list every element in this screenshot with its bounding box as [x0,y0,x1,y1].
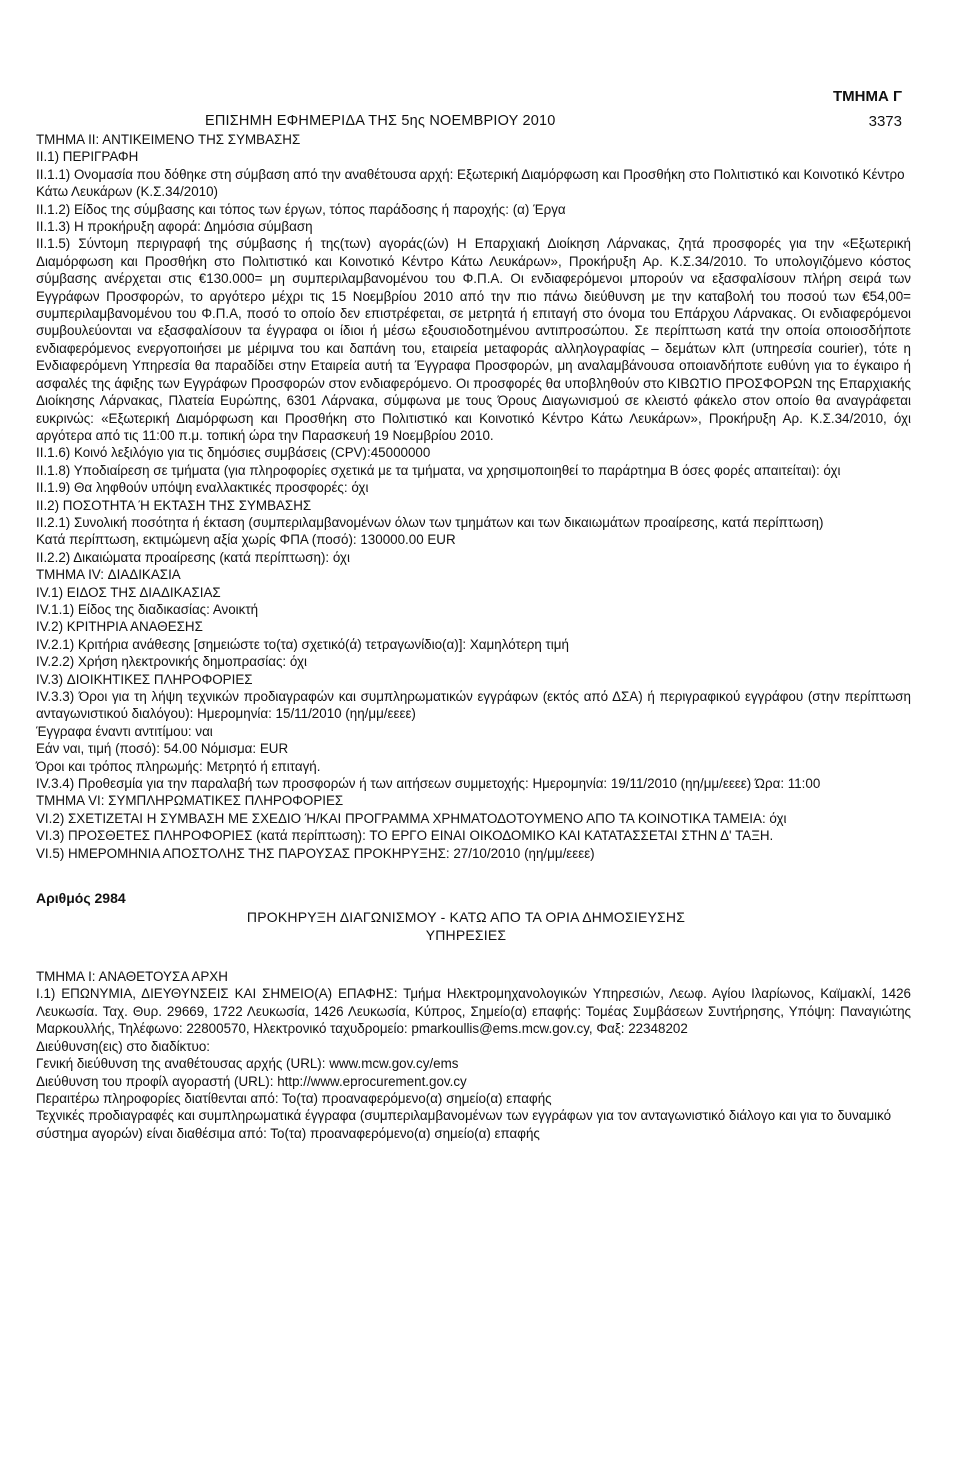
paragraph: ΙΙ.1.5) Σύντομη περιγραφή της σύμβασης ή της(των) αγοράς(ών) Η Επαρχιακή Διοίκηση Λάρνακας, ζητά προσφορές για την «Εξωτερική Διαμόρφωση και Προσθήκη στο Πολιτιστικό και Κοινοτικό Κέντρο Κάτω Λευκάρων», Προκήρυξη Αρ. Κ.Σ.34/2010. Το υπολογιζόμενο κόστος σύμβασης ανέρχεται στις €130.000= μη συμπεριλαμβανομένου του Φ.Π.Α. Οι ενδιαφερόμενοι μπορούν να εξασφαλίσουν πλήρη σειρά των Εγγράφων Προσφορών, το αργότερο μέχρι τις 15 Νοεμβρίου 2010 από την πιο πάνω διεύθυνση με την καταβολή του ποσού των €54,00= συμπεριλαμβανομένου του Φ.Π.Α, ποσό το οποίο δεν επιστρέφεται, σε μετρητά ή επιταγή στο όνομα του Επάρχου Λάρνακας. Οι ενδιαφερόμενοι συμβουλεύονται να εξασφαλίσουν τα έγγραφα οι ίδιοι ή μέσω εξουσιοδοτημένου αντιπροσώπου. Σε περίπτωση κατά την οποία οποιοσδήποτε ενδιαφερόμενος ενεργοποιήσει με μέριμνα του και δαπάνη του, εταιρεία μεταφοράς αλληλογραφίας – δεμάτων κλπ (υπηρεσία courier), τότε η Ενδιαφερόμενη Υπηρεσία θα παραδίδει στην Εταιρεία αυτή τα Έγγραφα Προσφορών, μη αναλαμβάνουσα οποιανδήποτε ευθύνη για το έγκαιρο ή ασφαλές της άφιξης των Εγγράφων Προσφορών στον ενδιαφερόμενο. Οι προσφορές θα υποβληθούν στο ΚΙΒΩΤΙΟ ΠΡΟΣΦΟΡΩΝ της Επαρχιακής Διοίκησης Λάρνακας, Πλατεία Ευρώπης, 6301 Λάρνακα, σύμφωνα με τους Όρους Διαγωνισμού σε κλειστό φάκελο στον οποίο θα αναγράφεται ευκρινώς: «Εξωτερική Διαμόρφωση και Προσθήκη στο Πολιτιστικό και Κοινοτικό Κέντρο Κάτω Λευκάρων», Προκήρυξη Αρ. Κ.Σ.34/2010, όχι αργότερα από τις 11:00 π.μ. τοπική ώρα την Παρασκευή 19 Νοεμβρίου 2010. [36,236,911,443]
announcement-title [186,908,746,944]
paragraph: ΙV.3.4) Προθεσμία για την παραλαβή των προσφορών ή των αιτήσεων συμμετοχής: Ημερομηνία: 19/11/2010 (ηη/μμ/εεεε) Ώρα: 11:00 [36,776,821,792]
paragraph: Γενική διεύθυνση της αναθέτουσας αρχής (URL): www.mcw.gov.cy/ems [36,1056,459,1072]
page-number: 3373 [868,113,902,130]
announcement-number: Αριθμός 2984 [36,890,126,907]
paragraph: Διεύθυνση(εις) στο διαδίκτυο: [36,1038,211,1054]
paragraph: ΙΙ.2) ΠΟΣΟΤΗΤΑ Ή ΕΚΤΑΣΗ ΤΗΣ ΣΥΜΒΑΣΗΣ [36,497,312,513]
paragraph: ΙΙ.1.1) Ονομασία που δόθηκε στη σύμβαση από την αναθέτουσα αρχή: Εξωτερική Διαμόρφωση και Προσθήκη στο Πολιτιστικό και Κοινοτικό Κέντρο Κάτω Λευκάρων (Κ.Σ.34/2010) [36,166,905,200]
paragraph: ΙΙ.1.6) Κοινό λεξιλόγιο για τις δημόσιες συμβάσεις (CPV):45000000 [36,445,431,461]
paragraph: Διεύθυνση του προφίλ αγοραστή (URL): http://www.eprocurement.gov.cy [36,1073,467,1089]
announcement-header [36,890,911,946]
paragraph: ΙV.3) ΔΙΟΙΚΗΤΙΚΕΣ ΠΛΗΡΟΦΟΡΙΕΣ [36,671,253,687]
paragraph: ΙΙ.2.1) Συνολική ποσότητα ή έκταση (συμπεριλαμβανομένων όλων των τμημάτων και των δικαιωμάτων προαίρεσης, κατά περίπτωση) [36,514,824,530]
paragraph: ΤΜΗΜΑ VI: ΣΥΜΠΛΗΡΩΜΑΤΙΚΕΣ ΠΛΗΡΟΦΟΡΙΕΣ [36,793,344,809]
gazette-title: ΕΠΙΣΗΜΗ ΕΦΗΜΕΡΙΔΑ ΤΗΣ 5ης ΝΟΕΜΒΡΙΟΥ 2010 [205,113,556,129]
paragraph: ΙV.1.1) Είδος της διαδικασίας: Ανοικτή [36,601,259,617]
paragraph: ΙV.2) ΚΡΙΤΗΡΙΑ ΑΝΑΘΕΣΗΣ [36,619,203,635]
paragraph: Κατά περίπτωση, εκτιμώμενη αξία χωρίς ΦΠΑ (ποσό): 130000.00 EUR [36,532,456,548]
paragraph: Περαιτέρω πληροφορίες διατίθενται από: Το(τα) προαναφερόμενο(α) σημείο(α) επαφής [36,1090,552,1106]
paragraph: VI.2) ΣΧΕΤΙΖΕΤΑΙ Η ΣΥΜΒΑΣΗ ΜΕ ΣΧΕΔΙΟ Ή/ΚΑΙ ΠΡΟΓΡΑΜΜΑ ΧΡΗΜΑΤΟΔΟΤΟΥΜΕΝΟ ΑΠΟ ΤΑ ΚΟΙΝΟΤΙΚΑ ΤΑΜΕΙΑ: όχι [36,810,787,826]
paragraph: VI.5) ΗΜΕΡΟΜΗΝΙΑ ΑΠΟΣΤΟΛΗΣ ΤΗΣ ΠΑΡΟΥΣΑΣ ΠΡΟΚΗΡΥΞΗΣ: 27/10/2010 (ηη/μμ/εεεε) [36,845,595,861]
paragraph: ΤΜΗΜΑ Ι: ΑΝΑΘΕΤΟΥΣΑ ΑΡΧΗ [36,969,228,985]
paragraph: ΙV.2.1) Κριτήρια ανάθεσης [σημειώστε το(τα) σχετικό(ά) τετραγωνίδιο(α)]: Χαμηλότερη τιμή [36,636,569,652]
paragraph: VI.3) ΠΡΟΣΘΕΤΕΣ ΠΛΗΡΟΦΟΡΙΕΣ (κατά περίπτωση): ΤΟ ΕΡΓΟ ΕΙΝΑΙ ΟΙΚΟΔΟΜΙΚΟ ΚΑΙ ΚΑΤΑΤΑΣΣΕΤΑΙ ΣΤΗΝ Δ' ΤΑΞΗ. [36,828,774,844]
paragraph: ΤΜΗΜΑ ΙΙ: ΑΝΤΙΚΕΙΜΕΝΟ ΤΗΣ ΣΥΜΒΑΣΗΣ [36,132,301,147]
paragraph: Ι.1) ΕΠΩΝΥΜΙΑ, ΔΙΕΥΘΥΝΣΕΙΣ ΚΑΙ ΣΗΜΕΙΟ(Α) ΕΠΑΦΗΣ: Τμήμα Ηλεκτρομηχανολογικών Υπηρεσιών, Λεωφ. Αγίου Ιλαρίωνος, Καϊμακλί, 1426 Λευκωσία. Ταχ. Θυρ. 29669, 1722 Λευκωσία, 1426 Λευκωσία, Κύπρος, Σημείο(α) επαφής: Τομέας Συμβάσεων Συντήρησης, Υπόψη: Παναγιώτης Μαρκουλλής, Τηλέφωνο: 22800570, Ηλεκτρονικό ταχυδρομείο: pmarkoullis@ems.mcw.gov.cy, Φαξ: 22348202 [36,986,911,1037]
paragraph: ΙΙ.2.2) Δικαιώματα προαίρεσης (κατά περίπτωση): όχι [36,549,350,565]
paragraph: Όροι και τρόπος πληρωμής: Μετρητό ή επιταγή. [36,758,321,774]
paragraph: ΙΙ.1.9) Θα ληφθούν υπόψη εναλλακτικές προσφορές: όχι [36,480,369,496]
paragraph: ΙΙ.1.2) Είδος της σύμβασης και τόπος των έργων, τόπος παράδοσης ή παροχής: (α) Έργα [36,201,566,217]
paragraph: ΙΙ.1.3) Η προκήρυξη αφορά: Δημόσια σύμβαση [36,219,313,235]
announcement-title-line2: ΥΠΗΡΕΣΙΕΣ [425,927,507,944]
document-body [36,131,911,1142]
contracting-authority-section [36,968,911,1142]
paragraph: Έγγραφα έναντι αντιτίμου: ναι [36,723,213,739]
paragraph: Εάν ναι, τιμή (ποσό): 54.00 Νόμισμα: EUR [36,741,289,757]
paragraph: ΤΜΗΜΑ ΙV: ΔΙΑΔΙΚΑΣΙΑ [36,567,181,583]
paragraph: ΙV.1) ΕΙΔΟΣ ΤΗΣ ΔΙΑΔΙΚΑΣΙΑΣ [36,584,221,600]
paragraph: ΙΙ.1.8) Υποδιαίρεση σε τμήματα (για πληροφορίες σχετικά με τα τμήματα, να χρησιμοποιηθεί το παράρτημα Β όσες φορές απαιτείται): όχι [36,462,841,478]
paragraph: ΙV.2.2) Χρήση ηλεκτρονικής δημοπρασίας: όχι [36,654,307,670]
announcement-title-line1: ΠΡΟΚΗΡΥΞΗ ΔΙΑΓΩΝΙΣΜΟΥ - ΚΑΤΩ ΑΠΟ ΤΑ ΟΡΙΑ ΔΗΜΟΣΙΕΥΣΗΣ [246,909,686,926]
paragraph: ΙV.3.3) Όροι για τη λήψη τεχνικών προδιαγραφών και συμπληρωματικών εγγράφων (εκτός από ΔΣΑ) ή περιγραφικού εγγράφου (στην περίπτωση ανταγωνιστικού διαλόγου): Ημερομηνία: 15/11/2010 (ηη/μμ/εεεε) [36,689,911,722]
paragraph: ΙΙ.1) ΠΕΡΙΓΡΑΦΗ [36,149,139,165]
paragraph: Τεχνικές προδιαγραφές και συμπληρωματικά έγγραφα (συμπεριλαμβανομένων των εγγράφων για τον ανταγωνιστικό διάλογο και για το δυναμικό σύστημα αγορών) είναι διαθέσιμα από: Το(τα) προαναφερόμενο(α) σημείο(α) επαφής [36,1108,892,1141]
contract-object-section [36,131,911,862]
section-mark: ΤΜΗΜΑ Γ [832,88,902,105]
page-header [0,0,960,130]
